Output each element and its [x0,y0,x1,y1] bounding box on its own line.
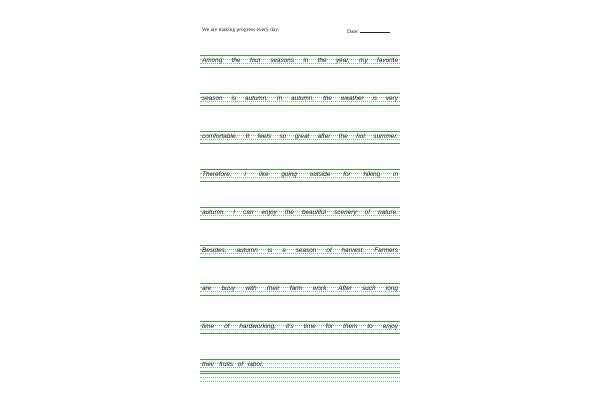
top-rule [200,55,400,56]
passage-line: Among the four seasons in the year, my favorite [202,57,398,64]
base-rule [200,333,400,334]
passage-line: time of hardworking, it's time for them to enjoy [202,323,398,330]
passage-line: their fruits of labor. [202,361,264,368]
top-rule [200,207,400,208]
writing-line-5 [200,204,400,224]
passage-line: autumn. I can enjoy the beautiful scenery of nature. [202,209,398,216]
dotted-guide [200,381,400,382]
writing-line-4 [200,166,400,186]
date-field [347,27,390,35]
base-rule [200,257,400,258]
top-rule [200,321,400,322]
passage-line: Therefore, I like going outside for hiking in [202,171,398,178]
base-rule [200,143,400,144]
writing-line-7 [200,280,400,300]
base-rule [200,295,400,296]
ruled-writing-area [200,52,400,387]
passage-line: season is autumn. In autumn, the weather is very [202,95,398,102]
top-rule [200,169,400,170]
base-rule [200,105,400,106]
writing-line-1 [200,52,400,72]
passage-line: Besides, autumn is a season of harvest. Farmers [202,247,398,254]
motto-text: We are making progress every day. [202,27,280,33]
base-rule [200,219,400,220]
top-rule [200,359,400,360]
base-rule [200,67,400,68]
writing-line-2 [200,90,400,110]
sheet-header [202,27,402,37]
dotted-guide [200,377,400,378]
top-rule [200,245,400,246]
writing-line-6 [200,242,400,262]
passage-line: comfortable. It feels so great after the hot summer. [202,133,398,140]
top-rule [200,283,400,284]
base-rule [200,181,400,182]
date-blank-line [360,27,390,33]
top-rule [200,373,400,374]
writing-line-3 [200,128,400,148]
top-rule [200,93,400,94]
writing-line-10-empty [200,370,400,390]
passage-line: are busy with their farm work. After such long [202,285,398,292]
date-label: Date: [347,29,359,35]
top-rule [200,131,400,132]
writing-line-8 [200,318,400,338]
